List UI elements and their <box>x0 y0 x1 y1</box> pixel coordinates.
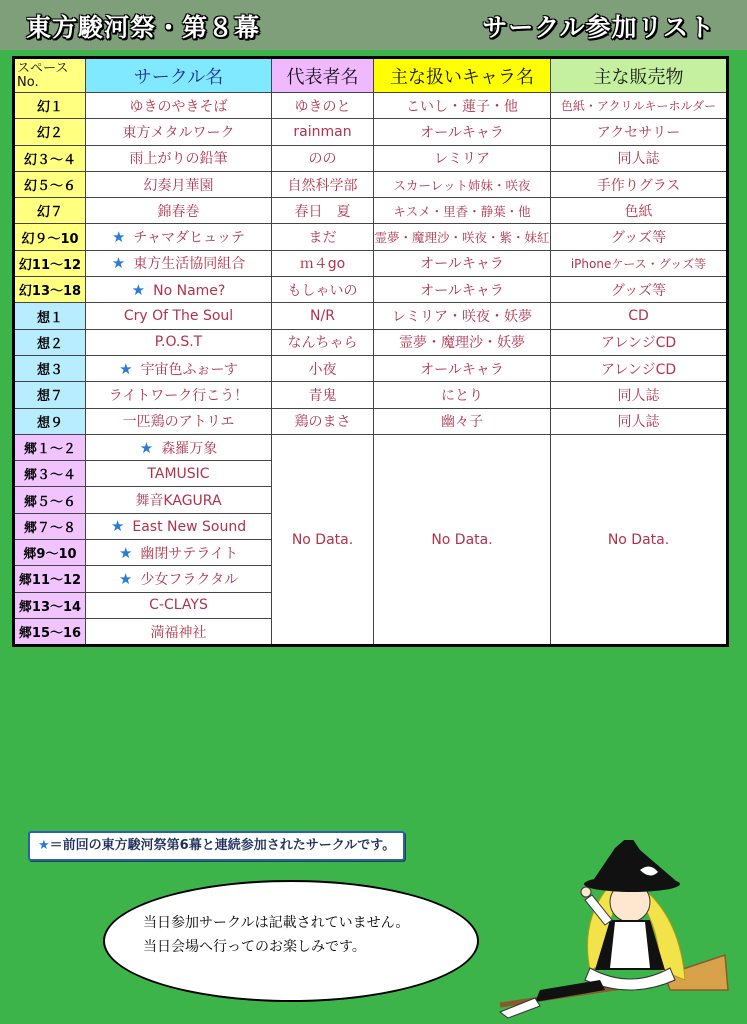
table-row <box>14 93 728 119</box>
character-names: スカーレット姉妹・咲夜 <box>374 171 551 197</box>
table-row <box>14 171 728 197</box>
col-header-goods: 主な販売物 <box>551 58 728 93</box>
witch-mascot-illustration <box>480 840 730 1020</box>
star-icon: ★ <box>38 838 50 853</box>
space-number: 郷１～２ <box>14 434 86 460</box>
circle-name: 幽閉サテライト <box>140 545 239 562</box>
character-names: オールキャラ <box>374 355 551 381</box>
space-number: 郷５～６ <box>14 487 86 513</box>
space-number: 郷15～16 <box>14 618 86 645</box>
circle-name-cell <box>86 434 272 460</box>
table-row <box>14 303 728 329</box>
circle-name-cell <box>86 592 272 618</box>
space-number: 幻５～６ <box>14 171 86 197</box>
character-names: こいし・蓮子・他 <box>374 93 551 119</box>
no-data-goods: No Data. <box>551 434 728 645</box>
space-number: 郷３～４ <box>14 461 86 487</box>
circle-name: 幻奏月華園 <box>143 177 214 194</box>
character-names: キスメ・里香・静葉・他 <box>374 198 551 224</box>
circle-name-cell <box>86 461 272 487</box>
table-row <box>14 382 728 408</box>
table-row <box>14 250 728 276</box>
circle-name: East New Sound <box>132 519 247 536</box>
circle-name: 森羅万象 <box>161 440 218 457</box>
circle-name-cell <box>86 198 272 224</box>
circle-name: 錦春巻 <box>157 203 200 220</box>
representative-name: N/R <box>272 303 374 329</box>
space-number: 郷11～12 <box>14 566 86 592</box>
star-icon: ★ <box>111 228 126 247</box>
character-names: レミリア・咲夜・妖夢 <box>374 303 551 329</box>
circle-name: C-CLAYS <box>149 597 208 614</box>
table-row <box>14 119 728 145</box>
space-number: 幻１ <box>14 93 86 119</box>
goods-list: 同人誌 <box>551 408 728 434</box>
circle-name-cell <box>86 277 272 303</box>
circle-name: 満福神社 <box>150 624 207 641</box>
star-icon: ★ <box>131 280 146 299</box>
circle-name-cell <box>86 355 272 381</box>
space-number: 幻11～12 <box>14 250 86 276</box>
goods-list: iPhoneケース・グッズ等 <box>551 250 728 276</box>
circle-name-cell <box>86 145 272 171</box>
circle-name: 舞音KAGURA <box>135 493 222 510</box>
table-row <box>14 198 728 224</box>
goods-list: グッズ等 <box>551 277 728 303</box>
table-body <box>14 93 728 646</box>
circle-name: 少女フラクタル <box>140 571 239 588</box>
table-row <box>14 434 728 460</box>
goods-list: グッズ等 <box>551 224 728 250</box>
space-number: 幻９～10 <box>14 224 86 250</box>
circle-name-cell <box>86 408 272 434</box>
character-names: オールキャラ <box>374 119 551 145</box>
circle-name: ライトワーク行こう！ <box>108 387 249 404</box>
circle-name-cell <box>86 618 272 645</box>
space-number: 幻２ <box>14 119 86 145</box>
space-number: 幻３～４ <box>14 145 86 171</box>
circle-name-cell <box>86 566 272 592</box>
goods-list: 色紙・アクリルキーホルダー <box>551 93 728 119</box>
star-icon: ★ <box>118 543 133 562</box>
space-number: 想１ <box>14 303 86 329</box>
goods-list: アクセサリー <box>551 119 728 145</box>
space-number: 想３ <box>14 355 86 381</box>
star-icon: ★ <box>119 359 133 378</box>
circle-name: 一匹鶏のアトリエ <box>122 414 235 431</box>
col-header-representative: 代表者名 <box>272 58 374 93</box>
goods-list: 同人誌 <box>551 382 728 408</box>
representative-name: 青鬼 <box>272 382 374 408</box>
representative-name: なんちゃら <box>272 329 374 355</box>
space-number: 郷13～14 <box>14 592 86 618</box>
circle-name: Cry Of The Soul <box>123 308 234 325</box>
representative-name: 鶏のまさ <box>272 408 374 434</box>
circle-name-cell <box>86 540 272 566</box>
circle-name: No Name? <box>153 282 226 299</box>
circle-name-cell <box>86 250 272 276</box>
character-names: 霊夢・魔理沙・妖夢 <box>374 329 551 355</box>
col-header-characters: 主な扱いキャラ名 <box>374 58 551 93</box>
bubble-line-1: 当日参加サークルは記載されていません。 <box>143 915 410 931</box>
space-number: 幻13～18 <box>14 277 86 303</box>
col-header-circle: サークル名 <box>86 58 272 93</box>
space-number: 郷７～８ <box>14 513 86 539</box>
representative-name: もしゃいの <box>272 277 374 303</box>
table-row <box>14 355 728 381</box>
table-row <box>14 329 728 355</box>
representative-name: 自然科学部 <box>272 171 374 197</box>
star-legend-text: ＝前回の東方駿河祭第6幕と連続参加されたサークルです。 <box>49 838 396 853</box>
circle-name: 雨上がりの鉛筆 <box>129 151 228 168</box>
representative-name: ゆきのと <box>272 93 374 119</box>
circle-name: 東方生活協同組合 <box>133 256 246 273</box>
representative-name: rainman <box>272 119 374 145</box>
space-number: 想９ <box>14 408 86 434</box>
col-header-space <box>14 58 86 93</box>
event-title: 東方駿河祭・第８幕 <box>26 13 261 42</box>
character-names: 霊夢・魔理沙・咲夜・紫・妹紅 <box>374 224 551 250</box>
representative-name: ｍ４go <box>272 250 374 276</box>
circle-name: 東方メタルワーク <box>122 124 235 141</box>
no-data-characters: No Data. <box>374 434 551 645</box>
circle-name: P.O.S.T <box>154 334 203 351</box>
circle-name-cell <box>86 513 272 539</box>
circle-name-cell <box>86 93 272 119</box>
star-legend <box>28 831 405 861</box>
circle-name-cell <box>86 303 272 329</box>
representative-name: のの <box>272 145 374 171</box>
space-number: 想２ <box>14 329 86 355</box>
goods-list: 同人誌 <box>551 145 728 171</box>
character-names: にとり <box>374 382 551 408</box>
space-number: 想７ <box>14 382 86 408</box>
circle-name-cell <box>86 382 272 408</box>
table-row <box>14 145 728 171</box>
no-data-representative: No Data. <box>272 434 374 645</box>
circle-name-cell <box>86 171 272 197</box>
speech-bubble <box>103 880 479 1002</box>
character-names: レミリア <box>374 145 551 171</box>
circle-name: 宇宙色ふぉーす <box>140 361 238 378</box>
character-names: 幽々子 <box>374 408 551 434</box>
representative-name: 小夜 <box>272 355 374 381</box>
table-header-row <box>14 58 728 93</box>
goods-list: アレンジCD <box>551 355 728 381</box>
circle-name: ゆきのやきそば <box>129 98 228 115</box>
circle-table <box>12 56 729 647</box>
character-names: オールキャラ <box>374 277 551 303</box>
character-names: オールキャラ <box>374 250 551 276</box>
circle-name-cell <box>86 119 272 145</box>
table-row <box>14 277 728 303</box>
circle-name-cell <box>86 329 272 355</box>
representative-name: 春日 夏 <box>272 198 374 224</box>
star-icon: ★ <box>118 569 133 588</box>
goods-list: 色紙 <box>551 198 728 224</box>
col-header-space-label: スペース No. <box>17 60 69 90</box>
table-row <box>14 224 728 250</box>
space-number: 幻７ <box>14 198 86 224</box>
circle-name-cell <box>86 224 272 250</box>
goods-list: アレンジCD <box>551 329 728 355</box>
goods-list: 手作りグラス <box>551 171 728 197</box>
star-icon: ★ <box>110 517 125 536</box>
list-title: サークル参加リスト <box>482 13 715 42</box>
circle-name: チャマダヒュッテ <box>133 230 246 247</box>
table-row <box>14 408 728 434</box>
goods-list: CD <box>551 303 728 329</box>
circle-name: TAMUSIC <box>147 465 210 482</box>
header-bar <box>0 0 747 50</box>
star-icon: ★ <box>111 254 126 273</box>
bubble-line-2: 当日会場へ行ってのお楽しみです。 <box>143 939 366 955</box>
star-icon: ★ <box>139 438 154 457</box>
circle-name-cell <box>86 487 272 513</box>
representative-name: まだ <box>272 224 374 250</box>
space-number: 郷9～10 <box>14 540 86 566</box>
